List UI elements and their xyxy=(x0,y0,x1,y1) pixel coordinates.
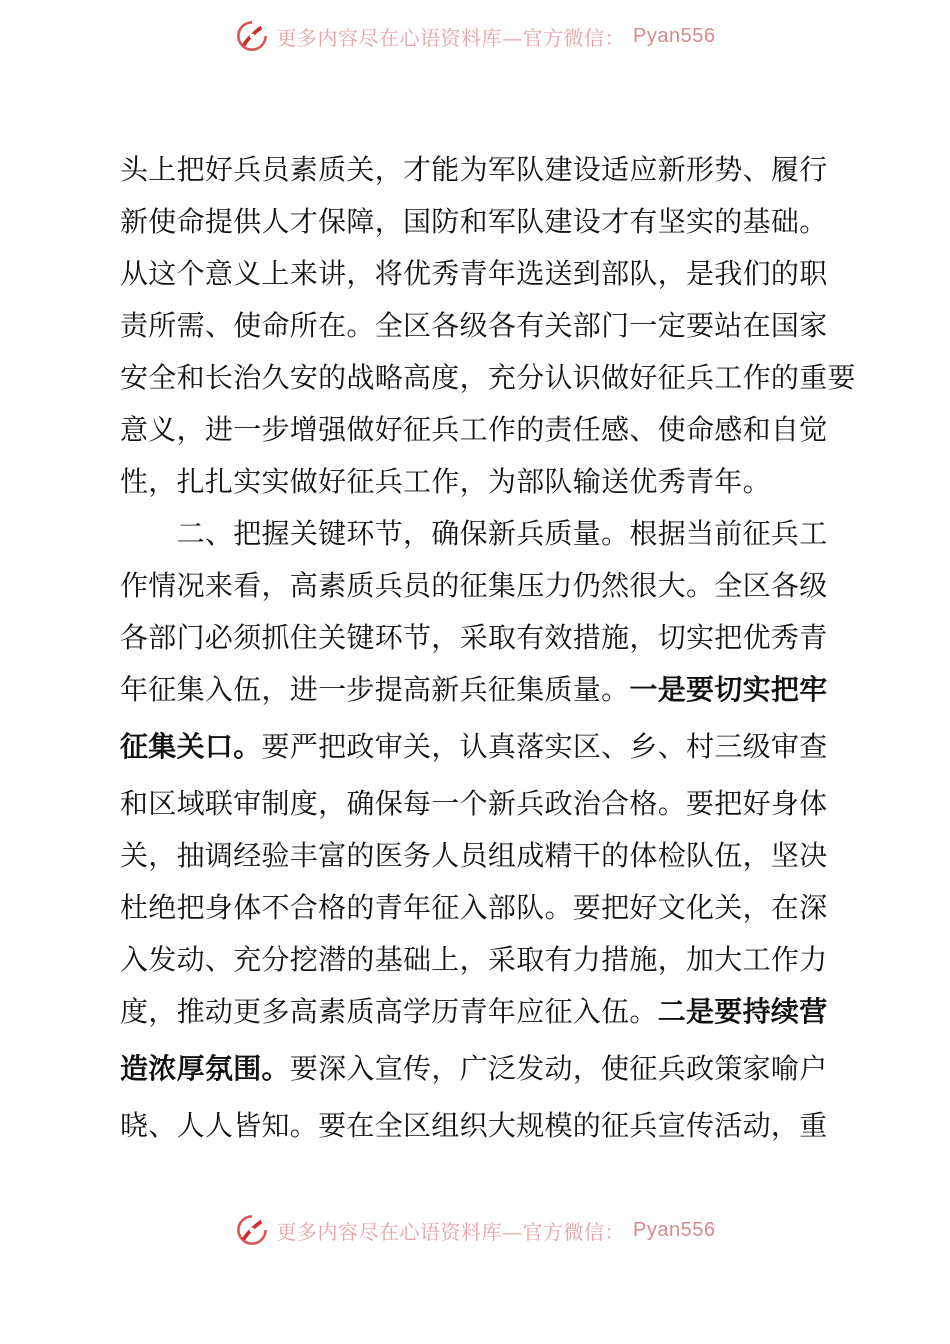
watermark-wechat-id: Pyan556 xyxy=(633,24,716,47)
watermark-wechat-id: Pyan556 xyxy=(633,1218,716,1241)
body-text: 意义，进一步增强做好征兵工作的责任感、使命感和自觉 xyxy=(120,413,828,446)
body-text: 性，扎扎实实做好征兵工作，为部队输送优秀青年。 xyxy=(120,465,771,498)
body-text: 入发动、充分挖潜的基础上，采取有力措施，加大工作力 xyxy=(120,943,828,976)
document-body xyxy=(120,144,856,1152)
body-text: 要严把政审关，认真落实区、乡、村三级审查 xyxy=(261,730,828,763)
text-line xyxy=(120,721,850,778)
header-watermark xyxy=(0,16,950,56)
watermark-text: 更多内容尽在心语资料库—官方微信： xyxy=(276,25,626,50)
bold-heading-text: 造浓厚氛围。 xyxy=(120,1052,290,1085)
bold-heading-text: 二是要持续营 xyxy=(657,995,828,1028)
text-line xyxy=(120,778,850,830)
text-line xyxy=(120,986,850,1043)
body-text: 杜绝把身体不合格的青年征入部队。要把好文化关，在深 xyxy=(120,891,828,924)
body-text: 晓、人人皆知。要在全区组织大规模的征兵宣传活动，重 xyxy=(120,1109,828,1142)
text-line xyxy=(120,456,850,508)
body-text: 各部门必须抓住关键环节，采取有效措施，切实把优秀青 xyxy=(120,621,828,654)
body-text: 作情况来看，高素质兵员的征集压力仍然很大。全区各级 xyxy=(120,569,828,602)
body-text: 二、把握关键环节，确保新兵质量。根据当前征兵工 xyxy=(120,517,828,550)
body-text: 关，抽调经验丰富的医务人员组成精干的体检队伍，坚决 xyxy=(120,839,828,872)
body-text: 责所需、使命所在。全区各级各有关部门一定要站在国家 xyxy=(120,309,828,342)
text-line xyxy=(120,934,850,986)
body-text: 头上把好兵员素质关，才能为军队建设适应新形势、履行 xyxy=(120,153,828,186)
text-line xyxy=(120,1043,850,1100)
body-text: 和区域联审制度，确保每一个新兵政治合格。要把好身体 xyxy=(120,787,828,820)
text-line xyxy=(120,882,850,934)
text-line xyxy=(120,144,850,196)
pen-logo-icon xyxy=(235,1213,269,1247)
text-line xyxy=(120,664,850,721)
text-line xyxy=(120,830,850,882)
footer-watermark xyxy=(0,1210,950,1250)
body-text: 从这个意义上来讲，将优秀青年选送到部队，是我们的职 xyxy=(120,257,828,290)
text-line xyxy=(120,404,850,456)
body-text: 度，推动更多高素质高学历青年应征入伍。 xyxy=(120,995,658,1028)
text-line xyxy=(120,352,856,404)
text-line xyxy=(120,248,850,300)
bold-heading-text: 征集关口。 xyxy=(120,730,262,763)
text-line xyxy=(120,612,850,664)
text-line xyxy=(120,560,850,612)
body-text: 新使命提供人才保障，国防和军队建设才有坚实的基础。 xyxy=(120,205,828,238)
text-line xyxy=(120,1100,850,1152)
watermark-text: 更多内容尽在心语资料库—官方微信： xyxy=(276,1219,626,1244)
body-text: 要深入宣传，广泛发动，使征兵政策家喻户 xyxy=(289,1052,828,1085)
text-line xyxy=(120,300,850,352)
body-text: 安全和长治久安的战略高度，充分认识做好征兵工作的重要 xyxy=(120,361,856,394)
bold-heading-text: 一是要切实把牢 xyxy=(629,673,828,706)
pen-logo-icon xyxy=(235,19,269,53)
body-text: 年征集入伍，进一步提高新兵征集质量。 xyxy=(120,673,630,706)
text-line xyxy=(120,508,850,560)
text-line xyxy=(120,196,850,248)
